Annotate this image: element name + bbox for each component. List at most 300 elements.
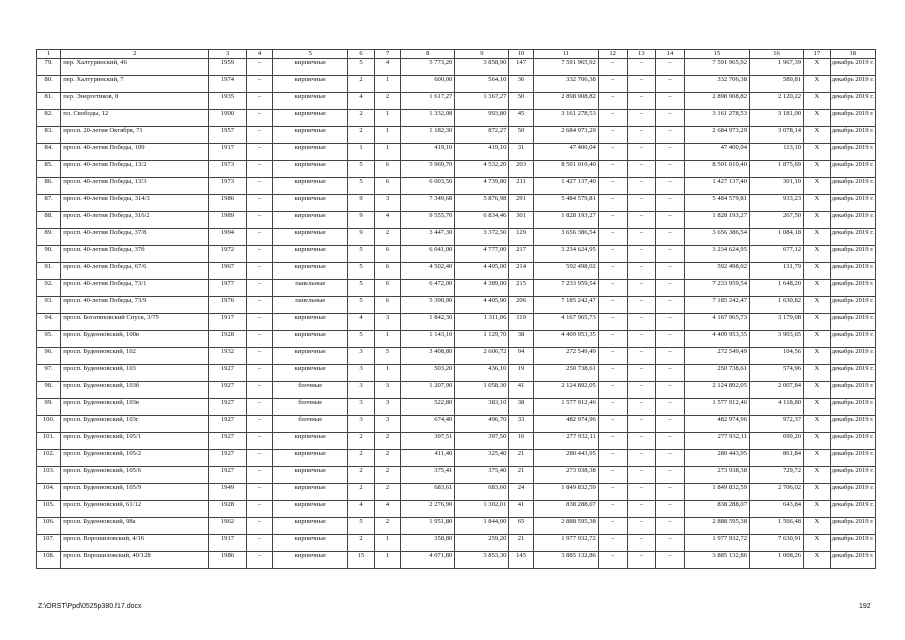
cell-total-cost: 7 233 959,54 bbox=[533, 280, 598, 297]
cell-col-17: Х bbox=[804, 433, 830, 450]
cell-col-12: – bbox=[598, 399, 627, 416]
cell-floors: 5 bbox=[348, 331, 374, 348]
cell-residents: 94 bbox=[509, 348, 533, 365]
cell-completion-date: декабрь 2019 г. bbox=[830, 127, 875, 144]
cell-row-number: 90. bbox=[37, 246, 61, 263]
cell-completion-date: декабрь 2019 г. bbox=[830, 535, 875, 552]
cell-col-14: – bbox=[656, 297, 685, 314]
cell-year: 1977 bbox=[209, 280, 247, 297]
table-row bbox=[37, 433, 876, 450]
cell-total-cost: 332 706,38 bbox=[533, 76, 598, 93]
cell-col-14: – bbox=[656, 110, 685, 127]
cell-address: пл. Свободы, 12 bbox=[61, 110, 209, 127]
cell-entrances: 1 bbox=[374, 365, 400, 382]
table-row bbox=[37, 501, 876, 518]
cell-residents: 19 bbox=[509, 365, 533, 382]
cell-residents: 33 bbox=[509, 416, 533, 433]
cell-floors: 3 bbox=[348, 382, 374, 399]
table-row bbox=[37, 484, 876, 501]
cell-col-13: – bbox=[627, 59, 656, 76]
cell-cost-per-sqm: 131,79 bbox=[750, 263, 804, 280]
cell-cost-fund: 1 577 912,46 bbox=[684, 399, 749, 416]
table-row bbox=[37, 552, 876, 569]
cell-completion-date: декабрь 2019 г. bbox=[830, 467, 875, 484]
cell-col-13: – bbox=[627, 178, 656, 195]
cell-cost-fund: 3 234 624,95 bbox=[684, 246, 749, 263]
cell-col-4: – bbox=[246, 535, 272, 552]
cell-col-13: – bbox=[627, 127, 656, 144]
cell-col-14: – bbox=[656, 76, 685, 93]
cell-col-17: Х bbox=[804, 195, 830, 212]
cell-wall-material: кирпичные bbox=[273, 76, 348, 93]
cell-total-cost: 482 974,96 bbox=[533, 416, 598, 433]
cell-row-number: 91. bbox=[37, 263, 61, 280]
cell-wall-material: кирпичные bbox=[273, 348, 348, 365]
cell-living-area: 496,70 bbox=[455, 416, 509, 433]
cell-total-area: 358,80 bbox=[401, 535, 455, 552]
cell-living-area: 325,40 bbox=[455, 450, 509, 467]
cell-col-12: – bbox=[598, 229, 627, 246]
column-header-12: 12 bbox=[598, 50, 627, 59]
cell-col-13: – bbox=[627, 416, 656, 433]
cell-col-12: – bbox=[598, 348, 627, 365]
cell-year: 1927 bbox=[209, 416, 247, 433]
cell-col-13: – bbox=[627, 229, 656, 246]
cell-cost-per-sqm: 301,10 bbox=[750, 178, 804, 195]
cell-wall-material: блочные bbox=[273, 416, 348, 433]
cell-cost-fund: 7 233 959,54 bbox=[684, 280, 749, 297]
cell-col-4: – bbox=[246, 212, 272, 229]
cell-col-12: – bbox=[598, 535, 627, 552]
cell-total-cost: 3 656 386,54 bbox=[533, 229, 598, 246]
cell-cost-per-sqm: 1 084,18 bbox=[750, 229, 804, 246]
cell-col-12: – bbox=[598, 195, 627, 212]
cell-residents: 24 bbox=[509, 484, 533, 501]
table-row bbox=[37, 518, 876, 535]
cell-wall-material: блочные bbox=[273, 382, 348, 399]
cell-completion-date: декабрь 2019 г. bbox=[830, 110, 875, 127]
cell-address: пер. Энергетиков, 8 bbox=[61, 93, 209, 110]
cell-total-cost: 1 427 137,40 bbox=[533, 178, 598, 195]
cell-col-4: – bbox=[246, 297, 272, 314]
cell-total-area: 600,00 bbox=[401, 76, 455, 93]
cell-col-13: – bbox=[627, 484, 656, 501]
cell-cost-fund: 3 161 278,53 bbox=[684, 110, 749, 127]
table-row bbox=[37, 229, 876, 246]
cell-col-12: – bbox=[598, 280, 627, 297]
cell-address: просп. 40-летия Победы, 73/1 bbox=[61, 280, 209, 297]
cell-col-4: – bbox=[246, 314, 272, 331]
cell-col-14: – bbox=[656, 467, 685, 484]
cell-total-area: 683,61 bbox=[401, 484, 455, 501]
cell-year: 1986 bbox=[209, 195, 247, 212]
cell-col-17: Х bbox=[804, 76, 830, 93]
cell-address: просп. 40-летия Победы, 37/8 bbox=[61, 229, 209, 246]
cell-completion-date: декабрь 2019 г. bbox=[830, 365, 875, 382]
cell-floors: 5 bbox=[348, 297, 374, 314]
cell-cost-fund: 592 498,02 bbox=[684, 263, 749, 280]
cell-col-13: – bbox=[627, 246, 656, 263]
cell-col-14: – bbox=[656, 382, 685, 399]
cell-col-4: – bbox=[246, 229, 272, 246]
cell-entrances: 3 bbox=[374, 416, 400, 433]
cell-cost-fund: 1 849 832,59 bbox=[684, 484, 749, 501]
cell-entrances: 1 bbox=[374, 144, 400, 161]
cell-living-area: 564,10 bbox=[455, 76, 509, 93]
cell-cost-fund: 47 400,04 bbox=[684, 144, 749, 161]
cell-col-4: – bbox=[246, 110, 272, 127]
cell-total-area: 522,80 bbox=[401, 399, 455, 416]
cell-col-12: – bbox=[598, 144, 627, 161]
cell-col-17: Х bbox=[804, 229, 830, 246]
cell-cost-per-sqm: 2 007,84 bbox=[750, 382, 804, 399]
cell-col-14: – bbox=[656, 127, 685, 144]
cell-floors: 2 bbox=[348, 110, 374, 127]
cell-residents: 31 bbox=[509, 144, 533, 161]
cell-address: просп. 40-летия Победы, 109 bbox=[61, 144, 209, 161]
cell-cost-fund: 2 898 908,82 bbox=[684, 93, 749, 110]
table-row bbox=[37, 110, 876, 127]
cell-col-13: – bbox=[627, 161, 656, 178]
cell-total-area: 4 502,40 bbox=[401, 263, 455, 280]
cell-col-4: – bbox=[246, 127, 272, 144]
cell-total-cost: 47 400,04 bbox=[533, 144, 598, 161]
cell-wall-material: кирпичные bbox=[273, 484, 348, 501]
cell-living-area: 3 853,30 bbox=[455, 552, 509, 569]
column-header-17: 17 bbox=[804, 50, 830, 59]
cell-address: просп. 40-летия Победы, 37б bbox=[61, 246, 209, 263]
cell-col-17: Х bbox=[804, 348, 830, 365]
cell-completion-date: декабрь 2019 г. bbox=[830, 212, 875, 229]
cell-col-12: – bbox=[598, 365, 627, 382]
column-header-2: 2 bbox=[61, 50, 209, 59]
table-header-row bbox=[37, 50, 876, 59]
cell-entrances: 6 bbox=[374, 246, 400, 263]
cell-col-12: – bbox=[598, 110, 627, 127]
cell-total-area: 1 207,90 bbox=[401, 382, 455, 399]
cell-floors: 3 bbox=[348, 348, 374, 365]
cell-col-17: Х bbox=[804, 246, 830, 263]
cell-col-17: Х bbox=[804, 314, 830, 331]
cell-row-number: 102. bbox=[37, 450, 61, 467]
cell-col-14: – bbox=[656, 331, 685, 348]
cell-completion-date: декабрь 2019 г. bbox=[830, 416, 875, 433]
cell-year: 1917 bbox=[209, 144, 247, 161]
cell-floors: 3 bbox=[348, 365, 374, 382]
cell-entrances: 3 bbox=[374, 314, 400, 331]
cell-row-number: 83. bbox=[37, 127, 61, 144]
cell-col-4: – bbox=[246, 484, 272, 501]
cell-col-17: Х bbox=[804, 161, 830, 178]
cell-total-area: 1 143,10 bbox=[401, 331, 455, 348]
cell-total-area: 397,51 bbox=[401, 433, 455, 450]
cell-col-14: – bbox=[656, 263, 685, 280]
cell-wall-material: кирпичные bbox=[273, 229, 348, 246]
cell-row-number: 93. bbox=[37, 297, 61, 314]
cell-cost-per-sqm: 3 181,00 bbox=[750, 110, 804, 127]
cell-completion-date: декабрь 2019 г. bbox=[830, 76, 875, 93]
cell-row-number: 80. bbox=[37, 76, 61, 93]
cell-entrances: 1 bbox=[374, 552, 400, 569]
document-page bbox=[36, 49, 876, 569]
column-header-6: 6 bbox=[348, 50, 374, 59]
cell-col-14: – bbox=[656, 314, 685, 331]
table-row bbox=[37, 348, 876, 365]
table-row bbox=[37, 382, 876, 399]
cell-completion-date: декабрь 2019 г. bbox=[830, 331, 875, 348]
cell-entrances: 4 bbox=[374, 501, 400, 518]
cell-total-area: 6 472,00 bbox=[401, 280, 455, 297]
cell-wall-material: кирпичные bbox=[273, 365, 348, 382]
cell-col-17: Х bbox=[804, 399, 830, 416]
cell-wall-material: кирпичные bbox=[273, 212, 348, 229]
cell-col-4: – bbox=[246, 518, 272, 535]
cell-row-number: 81. bbox=[37, 93, 61, 110]
cell-living-area: 4 739,80 bbox=[455, 178, 509, 195]
cell-living-area: 683,60 bbox=[455, 484, 509, 501]
cell-cost-per-sqm: 3 903,65 bbox=[750, 331, 804, 348]
cell-entrances: 2 bbox=[374, 518, 400, 535]
cell-col-4: – bbox=[246, 365, 272, 382]
cell-col-14: – bbox=[656, 348, 685, 365]
cell-living-area: 383,10 bbox=[455, 399, 509, 416]
cell-year: 1957 bbox=[209, 127, 247, 144]
cell-col-13: – bbox=[627, 144, 656, 161]
column-header-3: 3 bbox=[209, 50, 247, 59]
cell-col-13: – bbox=[627, 518, 656, 535]
cell-year: 1917 bbox=[209, 535, 247, 552]
cell-total-cost: 8 501 010,40 bbox=[533, 161, 598, 178]
cell-living-area: 4 405,90 bbox=[455, 297, 509, 314]
cell-cost-fund: 8 501 010,40 bbox=[684, 161, 749, 178]
cell-row-number: 84. bbox=[37, 144, 61, 161]
cell-wall-material: кирпичные bbox=[273, 450, 348, 467]
cell-address: просп. Буденновский, 102 bbox=[61, 348, 209, 365]
table-row bbox=[37, 127, 876, 144]
cell-address: просп. Буденновский, 98а bbox=[61, 518, 209, 535]
cell-total-area: 7 349,68 bbox=[401, 195, 455, 212]
table-row bbox=[37, 416, 876, 433]
table-row bbox=[37, 399, 876, 416]
cell-col-14: – bbox=[656, 450, 685, 467]
cell-wall-material: блочные bbox=[273, 399, 348, 416]
cell-col-14: – bbox=[656, 178, 685, 195]
cell-residents: 21 bbox=[509, 467, 533, 484]
cell-total-area: 6 003,50 bbox=[401, 178, 455, 195]
cell-col-13: – bbox=[627, 76, 656, 93]
cell-total-cost: 4 167 965,73 bbox=[533, 314, 598, 331]
cell-row-number: 95. bbox=[37, 331, 61, 348]
cell-entrances: 3 bbox=[374, 382, 400, 399]
cell-address: пер. Халтуринский, 46 bbox=[61, 59, 209, 76]
cell-entrances: 1 bbox=[374, 76, 400, 93]
column-header-15: 15 bbox=[684, 50, 749, 59]
cell-col-17: Х bbox=[804, 535, 830, 552]
column-header-9: 9 bbox=[455, 50, 509, 59]
cell-row-number: 89. bbox=[37, 229, 61, 246]
cell-cost-fund: 3 885 132,86 bbox=[684, 552, 749, 569]
cell-completion-date: декабрь 2019 г. bbox=[830, 348, 875, 365]
cell-total-area: 1 182,30 bbox=[401, 127, 455, 144]
cell-col-13: – bbox=[627, 535, 656, 552]
cell-total-cost: 1 849 832,59 bbox=[533, 484, 598, 501]
cell-address: пер. Халтуринский, 7 bbox=[61, 76, 209, 93]
cell-col-12: – bbox=[598, 93, 627, 110]
cell-entrances: 1 bbox=[374, 127, 400, 144]
cell-residents: 217 bbox=[509, 246, 533, 263]
cell-entrances: 6 bbox=[374, 178, 400, 195]
cell-cost-fund: 332 706,38 bbox=[684, 76, 749, 93]
cell-col-17: Х bbox=[804, 280, 830, 297]
cell-completion-date: декабрь 2019 г. bbox=[830, 263, 875, 280]
cell-col-14: – bbox=[656, 484, 685, 501]
table-row bbox=[37, 535, 876, 552]
cell-living-area: 397,50 bbox=[455, 433, 509, 450]
cell-col-17: Х bbox=[804, 59, 830, 76]
cell-col-17: Х bbox=[804, 178, 830, 195]
cell-col-14: – bbox=[656, 501, 685, 518]
cell-col-4: – bbox=[246, 93, 272, 110]
cell-col-14: – bbox=[656, 144, 685, 161]
cell-col-13: – bbox=[627, 365, 656, 382]
cell-completion-date: декабрь 2019 г. bbox=[830, 229, 875, 246]
footer-file-path: Z:\ORST\Ppd\0525p380.f17.docx bbox=[38, 603, 142, 610]
cell-row-number: 108. bbox=[37, 552, 61, 569]
cell-year: 1900 bbox=[209, 110, 247, 127]
cell-total-cost: 3 234 624,95 bbox=[533, 246, 598, 263]
cell-cost-fund: 4 167 965,73 bbox=[684, 314, 749, 331]
cell-living-area: 419,10 bbox=[455, 144, 509, 161]
cell-col-13: – bbox=[627, 399, 656, 416]
cell-cost-per-sqm: 3 078,14 bbox=[750, 127, 804, 144]
cell-row-number: 105. bbox=[37, 501, 61, 518]
cell-year: 1928 bbox=[209, 501, 247, 518]
cell-address: просп. Буденновский, 105/9 bbox=[61, 484, 209, 501]
cell-year: 1989 bbox=[209, 212, 247, 229]
cell-address: просп. Буденновский, 103в bbox=[61, 399, 209, 416]
cell-col-12: – bbox=[598, 518, 627, 535]
cell-total-cost: 250 738,61 bbox=[533, 365, 598, 382]
cell-year: 1927 bbox=[209, 467, 247, 484]
cell-total-cost: 1 977 932,72 bbox=[533, 535, 598, 552]
cell-col-13: – bbox=[627, 314, 656, 331]
cell-col-4: – bbox=[246, 144, 272, 161]
cell-col-12: – bbox=[598, 212, 627, 229]
cell-cost-per-sqm: 1 648,20 bbox=[750, 280, 804, 297]
cell-col-17: Х bbox=[804, 416, 830, 433]
cell-year: 1973 bbox=[209, 178, 247, 195]
cell-col-4: – bbox=[246, 348, 272, 365]
cell-col-14: – bbox=[656, 229, 685, 246]
cell-entrances: 6 bbox=[374, 161, 400, 178]
cell-col-17: Х bbox=[804, 518, 830, 535]
cell-cost-fund: 1 977 932,72 bbox=[684, 535, 749, 552]
cell-year: 1927 bbox=[209, 365, 247, 382]
cell-cost-per-sqm: 861,84 bbox=[750, 450, 804, 467]
cell-col-12: – bbox=[598, 501, 627, 518]
cell-year: 1974 bbox=[209, 76, 247, 93]
cell-completion-date: декабрь 2019 г. bbox=[830, 484, 875, 501]
cell-entrances: 2 bbox=[374, 433, 400, 450]
cell-col-14: – bbox=[656, 246, 685, 263]
cell-wall-material: кирпичные bbox=[273, 246, 348, 263]
cell-cost-fund: 2 124 892,05 bbox=[684, 382, 749, 399]
table-row bbox=[37, 450, 876, 467]
cell-living-area: 872,27 bbox=[455, 127, 509, 144]
cell-year: 1927 bbox=[209, 399, 247, 416]
cell-entrances: 4 bbox=[374, 59, 400, 76]
cell-wall-material: кирпичные bbox=[273, 59, 348, 76]
cell-cost-fund: 7 185 242,47 bbox=[684, 297, 749, 314]
cell-row-number: 79. bbox=[37, 59, 61, 76]
cell-completion-date: декабрь 2019 г. bbox=[830, 314, 875, 331]
cell-year: 1967 bbox=[209, 263, 247, 280]
cell-cost-per-sqm: 2 120,22 bbox=[750, 93, 804, 110]
cell-col-14: – bbox=[656, 399, 685, 416]
cell-entrances: 2 bbox=[374, 229, 400, 246]
cell-col-17: Х bbox=[804, 365, 830, 382]
cell-floors: 2 bbox=[348, 484, 374, 501]
cell-total-cost: 2 898 908,82 bbox=[533, 93, 598, 110]
cell-cost-per-sqm: 3 179,08 bbox=[750, 314, 804, 331]
cell-cost-per-sqm: 677,12 bbox=[750, 246, 804, 263]
cell-col-13: – bbox=[627, 195, 656, 212]
cell-cost-per-sqm: 972,37 bbox=[750, 416, 804, 433]
cell-wall-material: кирпичные bbox=[273, 314, 348, 331]
cell-total-cost: 3 885 132,86 bbox=[533, 552, 598, 569]
cell-col-4: – bbox=[246, 382, 272, 399]
cell-address: просп. 40-летия Победы, 316/2 bbox=[61, 212, 209, 229]
cell-wall-material: кирпичные bbox=[273, 331, 348, 348]
cell-col-4: – bbox=[246, 433, 272, 450]
cell-address: просп. Буденновский, 105/1 bbox=[61, 433, 209, 450]
cell-entrances: 6 bbox=[374, 280, 400, 297]
cell-col-13: – bbox=[627, 450, 656, 467]
cell-floors: 5 bbox=[348, 518, 374, 535]
table-row bbox=[37, 59, 876, 76]
cell-cost-fund: 2 888 595,38 bbox=[684, 518, 749, 535]
cell-cost-per-sqm: 933,23 bbox=[750, 195, 804, 212]
cell-total-area: 1 951,80 bbox=[401, 518, 455, 535]
cell-total-area: 6 041,00 bbox=[401, 246, 455, 263]
cell-living-area: 1 129,70 bbox=[455, 331, 509, 348]
cell-floors: 2 bbox=[348, 433, 374, 450]
cell-wall-material: кирпичные bbox=[273, 178, 348, 195]
cell-total-area: 375,41 bbox=[401, 467, 455, 484]
cell-cost-per-sqm: 1 566,48 bbox=[750, 518, 804, 535]
cell-wall-material: кирпичные bbox=[273, 93, 348, 110]
cell-col-17: Х bbox=[804, 501, 830, 518]
cell-cost-fund: 1 427 137,40 bbox=[684, 178, 749, 195]
cell-col-12: – bbox=[598, 59, 627, 76]
cell-total-cost: 4 409 953,35 bbox=[533, 331, 598, 348]
cell-col-4: – bbox=[246, 416, 272, 433]
cell-col-17: Х bbox=[804, 144, 830, 161]
cell-entrances: 4 bbox=[374, 212, 400, 229]
cell-col-13: – bbox=[627, 433, 656, 450]
cell-address: просп. Буденновский, 103 bbox=[61, 365, 209, 382]
cell-cost-fund: 277 932,11 bbox=[684, 433, 749, 450]
cell-living-area: 5 876,98 bbox=[455, 195, 509, 212]
cell-floors: 3 bbox=[348, 416, 374, 433]
cell-col-14: – bbox=[656, 212, 685, 229]
cell-completion-date: декабрь 2019 г. bbox=[830, 501, 875, 518]
cell-col-4: – bbox=[246, 246, 272, 263]
cell-year: 1962 bbox=[209, 518, 247, 535]
cell-col-4: – bbox=[246, 467, 272, 484]
cell-row-number: 107. bbox=[37, 535, 61, 552]
cell-year: 1917 bbox=[209, 314, 247, 331]
